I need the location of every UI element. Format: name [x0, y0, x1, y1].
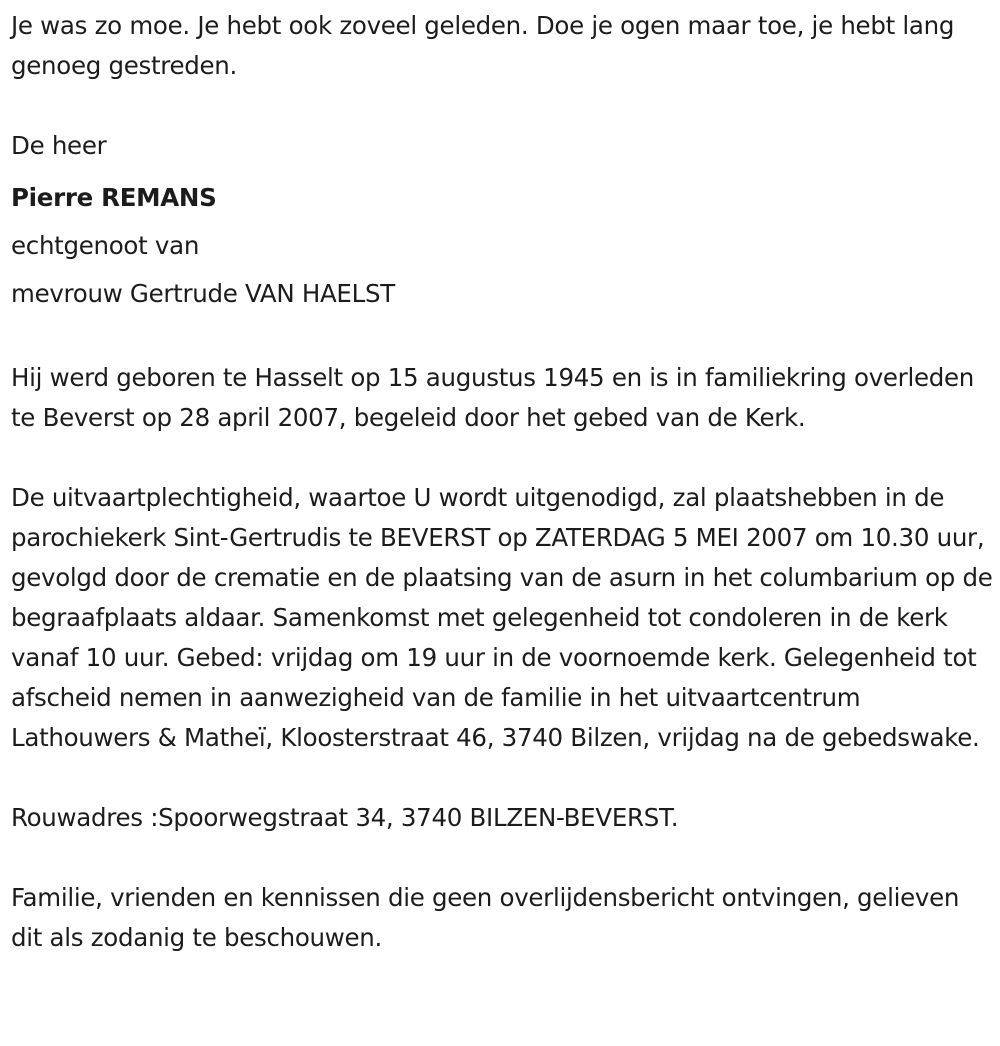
deceased-name: Pierre REMANS	[11, 183, 217, 212]
spacer	[11, 838, 995, 878]
birth-death-paragraph: Hij werd geboren te Hasselt op 15 augustus 1945 en is in familiekring overleden te Beverst op 28 april 2007, begeleid door het gebed van de Kerk.	[11, 363, 974, 432]
spouse-name: mevrouw Gertrude VAN HAELST	[11, 279, 395, 308]
death-notice	[11, 6, 995, 958]
funeral-paragraph: De uitvaartplechtigheid, waartoe U wordt uitgenodigd, zal plaatshebben in de parochiekerk Sint-Gertrudis te BEVERST op ZATERDAG 5 MEI 2007 om 10.30 uur, gevolgd door de crematie en de plaatsing van de asurn in het columbarium op de begraafplaats aldaar. Samenkomst met gelegenheid tot condoleren in de kerk vanaf 10 uur. Gebed: vrijdag om 19 uur in de voornoemde kerk. Gelegenheid tot afscheid nemen in aanwezigheid van de familie in het uitvaartcentrum Lathouwers & Matheï, Kloosterstraat 46, 3740 Bilzen, vrijdag na de gebedswake.	[11, 483, 993, 752]
relation-text: echtgenoot van	[11, 231, 200, 260]
spacer	[11, 438, 995, 478]
closing-paragraph: Familie, vrienden en kennissen die geen overlijdensbericht ontvingen, gelieven dit als zodanig te beschouwen.	[11, 883, 960, 952]
spacer	[11, 758, 995, 798]
spacer	[11, 318, 995, 358]
poem-text: Je was zo moe. Je hebt ook zoveel geleden. Doe je ogen maar toe, je hebt lang genoeg gestreden.	[11, 11, 955, 80]
mourning-address: Rouwadres :Spoorwegstraat 34, 3740 BILZEN-BEVERST.	[11, 803, 679, 832]
spacer	[11, 86, 995, 126]
salutation: De heer	[11, 131, 107, 160]
